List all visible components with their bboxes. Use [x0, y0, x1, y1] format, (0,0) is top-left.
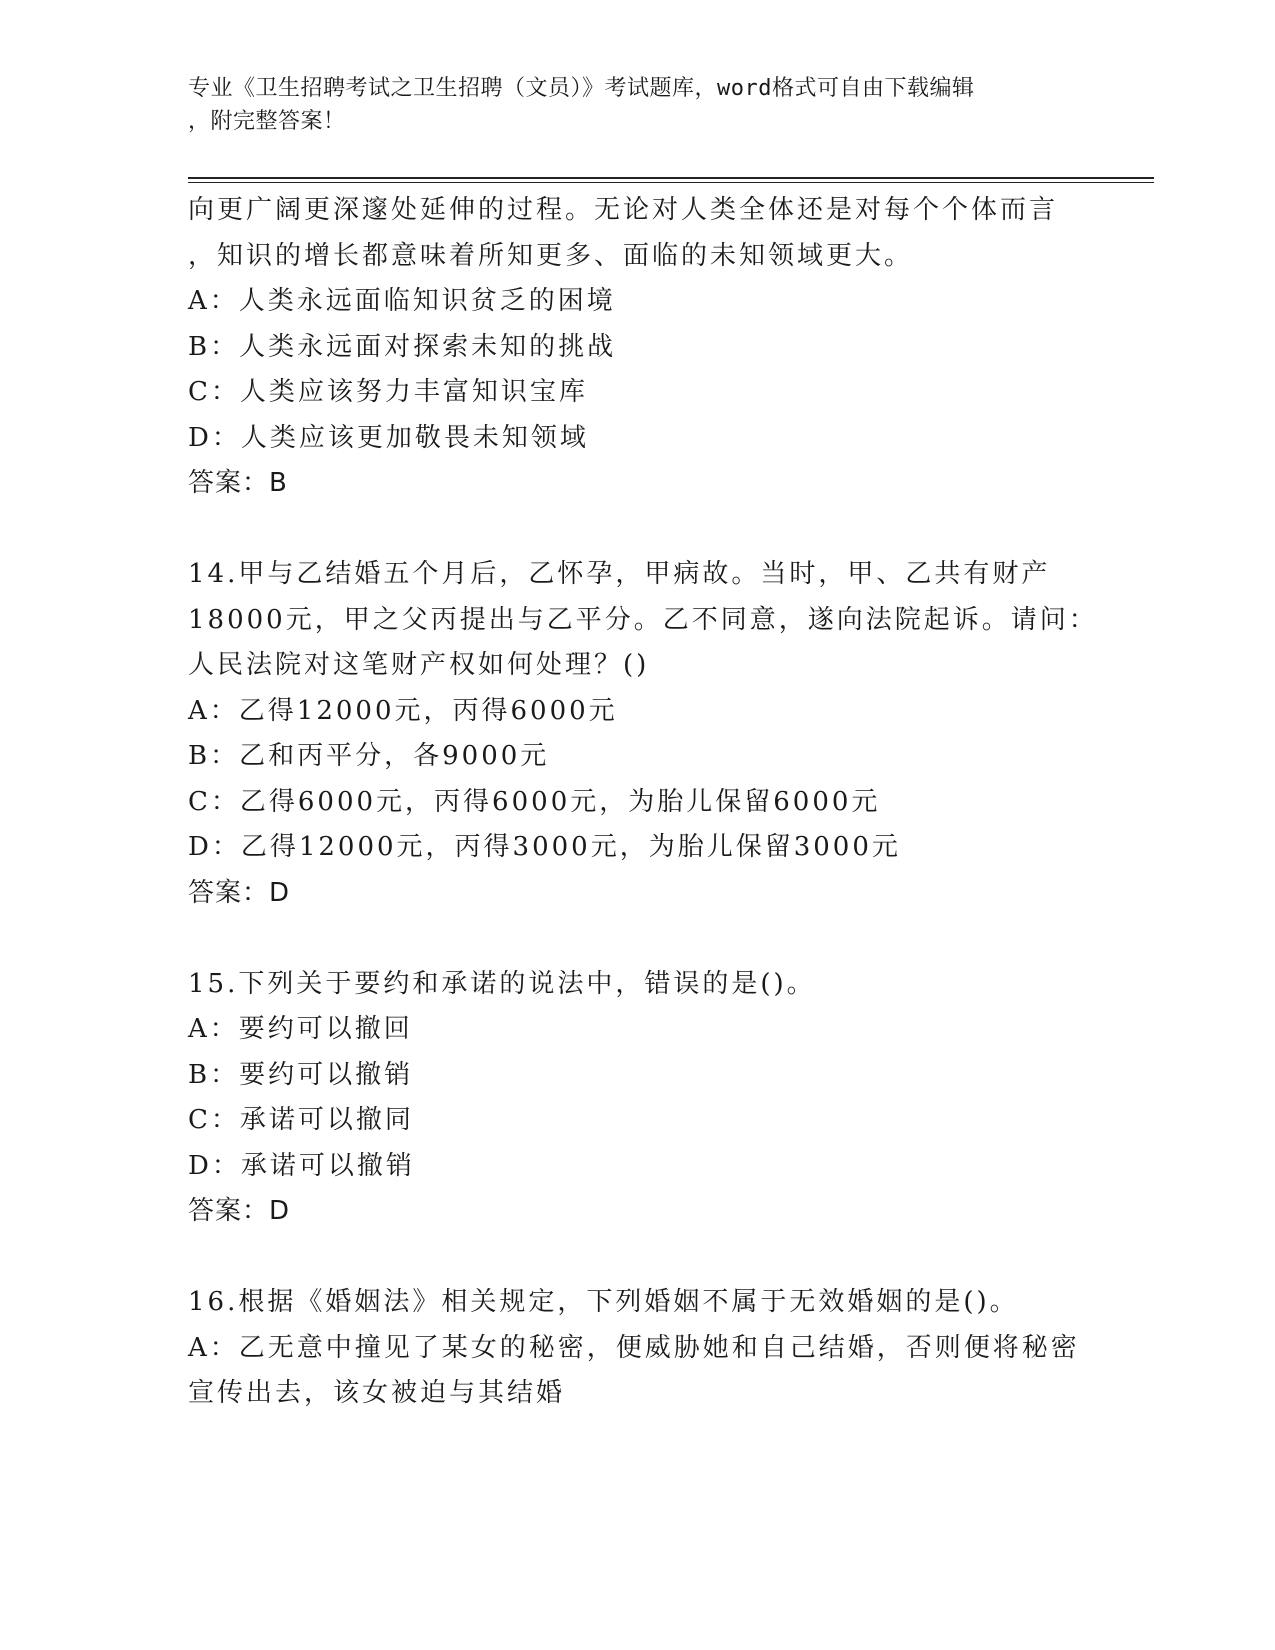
question-stem-line: 人民法院对这笔财产权如何处理？()	[188, 650, 650, 680]
question-content	[188, 188, 1098, 1417]
option-b: B：乙和丙平分，各9000元	[188, 741, 550, 771]
option-a: A：要约可以撤回	[188, 1014, 413, 1044]
option-d: D：人类应该更加敬畏未知领域	[188, 422, 589, 453]
question-stem-line: 15.下列关于要约和承诺的说法中，错误的是()。	[188, 968, 816, 999]
question-13	[188, 188, 1088, 507]
option-b: B：要约可以撤销	[188, 1059, 414, 1090]
spacer	[188, 916, 1088, 962]
option-c: C：乙得6000元，丙得6000元，为胎儿保留6000元	[188, 786, 881, 817]
question-stem-line: 18000元，甲之父丙提出与乙平分。乙不同意，遂向法院起诉。请问：	[188, 604, 1098, 635]
question-stem-line: 14.甲与乙结婚五个月后，乙怀孕，甲病故。当时，甲、乙共有财产	[188, 559, 1051, 589]
option-a: A：人类永远面临知识贫乏的困境	[188, 286, 616, 316]
document-header	[188, 72, 1068, 138]
header-line-2: ，附完整答案！	[188, 109, 346, 134]
header-rule-thick	[188, 177, 1154, 179]
option-c: C：人类应该努力丰富知识宝库	[188, 377, 588, 407]
question-14	[188, 552, 1098, 916]
answer: 答案：D	[188, 877, 291, 908]
option-b: B：人类永远面对探索未知的挑战	[188, 331, 617, 362]
header-rule-thin	[188, 182, 1154, 183]
option-c: C：承诺可以撤同	[188, 1105, 414, 1135]
spacer	[188, 1235, 1088, 1281]
question-stem-line: 向更广阔更深邃处延伸的过程。无论对人类全体还是对每个个体而言	[188, 195, 1059, 225]
spacer	[188, 507, 1088, 553]
option-d: D：承诺可以撤销	[188, 1150, 415, 1181]
option-d: D：乙得12000元，丙得3000元，为胎儿保留3000元	[188, 832, 901, 862]
option-a: A：乙得12000元，丙得6000元	[188, 695, 618, 726]
question-16	[188, 1280, 1088, 1417]
question-stem-line: ，知识的增长都意味着所知更多、面临的未知领域更大。	[188, 240, 914, 271]
option-a-continued: 宣传出去，该女被迫与其结婚	[188, 1378, 566, 1408]
question-15	[188, 962, 1088, 1235]
header-line-1: 专业《卫生招聘考试之卫生招聘（文员）》考试题库，word格式可自由下载编辑	[188, 76, 975, 101]
answer: 答案：D	[188, 1196, 291, 1226]
option-a: A：乙无意中撞见了某女的秘密，便威胁她和自己结婚，否则便将秘密	[188, 1332, 1080, 1363]
question-stem-line: 16.根据《婚姻法》相关规定，下列婚姻不属于无效婚姻的是()。	[188, 1287, 1019, 1317]
answer: 答案：B	[188, 468, 288, 498]
